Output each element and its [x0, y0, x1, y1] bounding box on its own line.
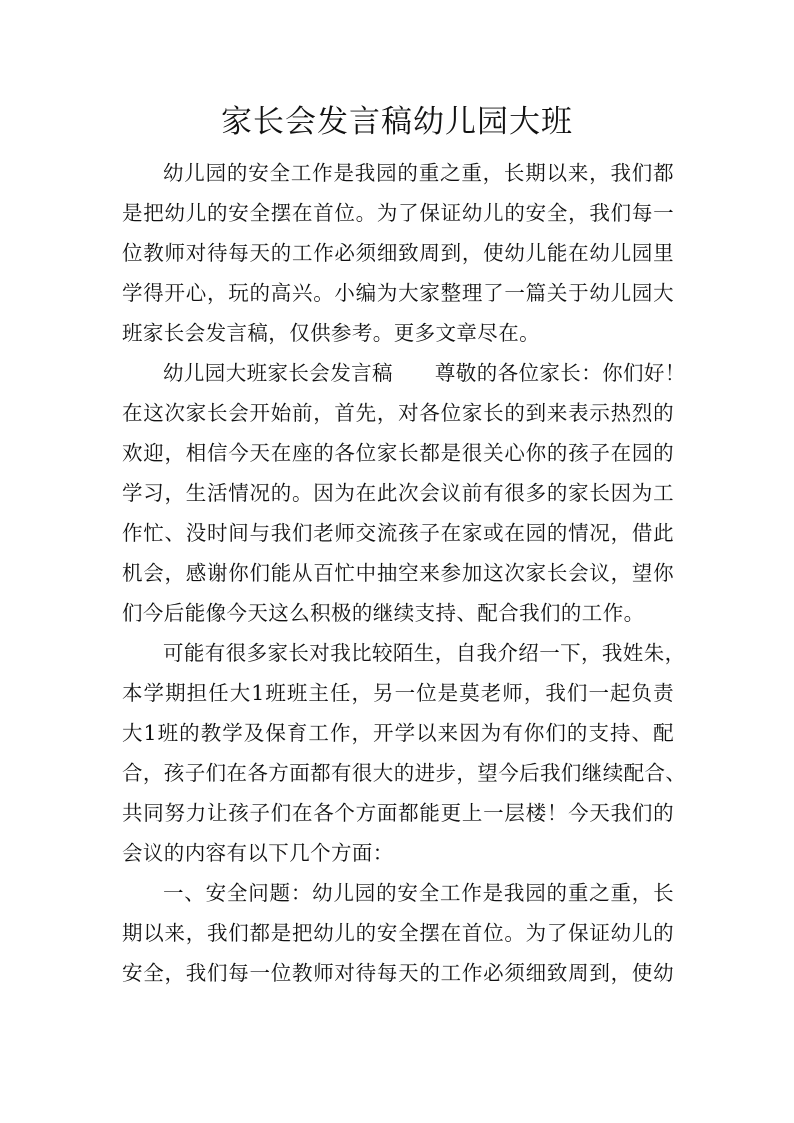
text-line: 幼儿园的安全工作是我园的重之重，长期以来，我们都 — [163, 161, 674, 185]
text-line: 欢迎，相信今天在座的各位家长都是很关心你的孩子在园的 — [122, 441, 674, 465]
text-line: 合，孩子们在各方面都有很大的进步，望今后我们继续配合、 — [122, 761, 687, 785]
text-line: 在这次家长会开始前，首先，对各位家长的到来表示热烈的 — [122, 401, 674, 425]
text-line: 位教师对待每天的工作必须细致周到，使幼儿能在幼儿园里 — [122, 241, 674, 265]
document-body — [122, 153, 687, 993]
text-line: 共同努力让孩子们在各个方面都能更上一层楼！今天我们的 — [122, 801, 674, 825]
text-line: 可能有很多家长对我比较陌生，自我介绍一下，我姓朱， — [163, 641, 686, 665]
text-line: 大1班的教学及保育工作，开学以来因为有你们的支持、配 — [122, 721, 674, 745]
document-title: 家长会发言稿幼儿园大班 — [221, 104, 573, 140]
text-line — [122, 353, 686, 393]
text-line: 会议的内容有以下几个方面： — [122, 841, 394, 865]
section-heading: 幼儿园大班家长会发言稿 — [163, 361, 393, 385]
text-line: 作忙、没时间与我们老师交流孩子在家或在园的情况，借此 — [122, 521, 674, 545]
text-line: 机会，感谢你们能从百忙中抽空来参加这次家长会议，望你 — [122, 561, 674, 585]
text-line: 们今后能像今天这么积极的继续支持、配合我们的工作。 — [122, 601, 645, 625]
text-line: 学得开心，玩的高兴。小编为大家整理了一篇关于幼儿园大 — [122, 281, 674, 305]
text-line: 学习，生活情况的。因为在此次会议前有很多的家长因为工 — [122, 481, 674, 505]
text-line: 本学期担任大1班班主任，另一位是莫老师，我们一起负责 — [122, 681, 674, 705]
greeting: 尊敬的各位家长：你们好！ — [434, 361, 686, 385]
text-line: 一、安全问题：幼儿园的安全工作是我园的重之重，长 — [163, 881, 674, 905]
text-line: 安全，我们每一位教师对待每天的工作必须细致周到，使幼 — [122, 961, 674, 985]
text-line: 班家长会发言稿，仅供参考。更多文章尽在。 — [122, 321, 540, 345]
text-line: 期以来，我们都是把幼儿的安全摆在首位。为了保证幼儿的 — [122, 921, 674, 945]
text-line: 是把幼儿的安全摆在首位。为了保证幼儿的安全，我们每一 — [122, 201, 674, 225]
